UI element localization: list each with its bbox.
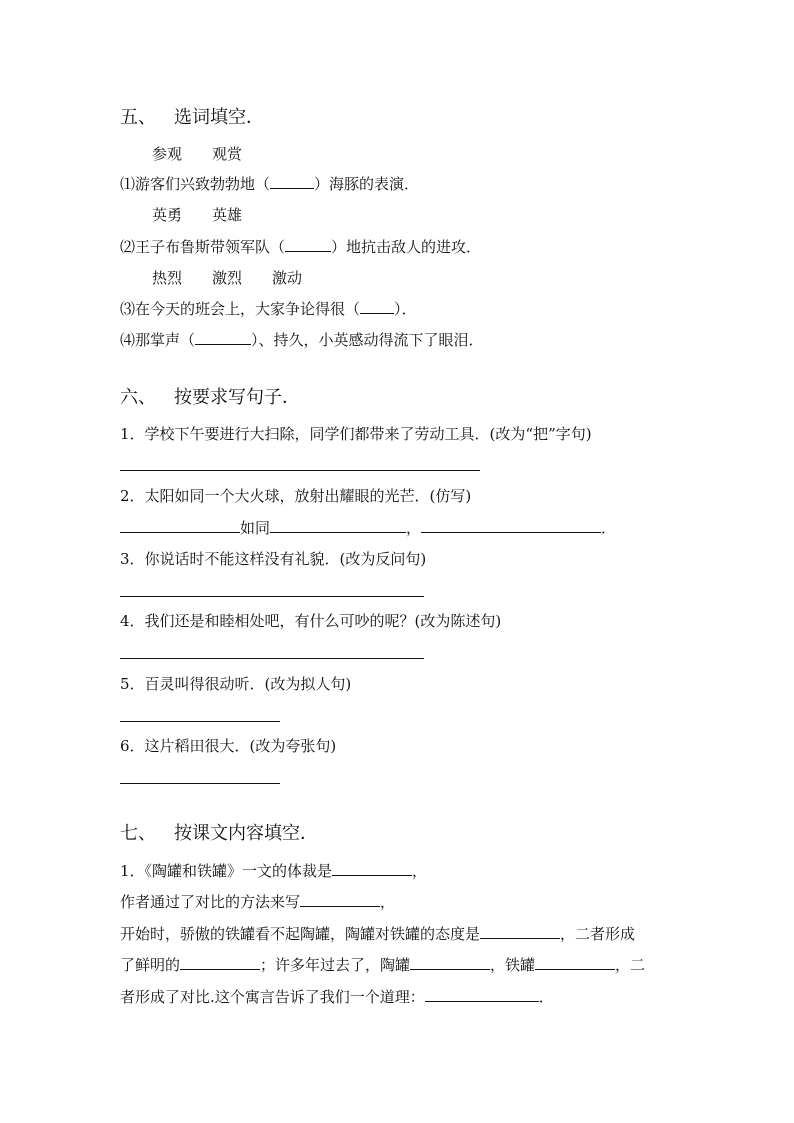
fill-text: ，二 (615, 956, 646, 974)
fill-text: 者形成了对比.这个寓言告诉了我们一个道理： (120, 988, 425, 1006)
fill-text: 作者通过了对比的方法来写 (120, 893, 301, 911)
fill-line-4 (120, 954, 645, 976)
word-option: 激动 (272, 269, 303, 287)
question-6-6: 6．这片稻田很大．(改为夸张句) (120, 737, 337, 755)
answer-blank[interactable] (270, 517, 406, 533)
imitation-text: ． (601, 519, 617, 537)
imitation-text: ， (406, 519, 422, 537)
fill-text: 1．《陶罐和铁罐》一文的体裁是 (120, 862, 333, 880)
answer-line[interactable] (120, 783, 280, 784)
fill-text: ， (380, 893, 396, 911)
word-group-2 (152, 204, 272, 226)
question-6-1: 1．学校下午要进行大扫除，同学们都带来了劳动工具．(改为“把”字句) (120, 425, 592, 443)
word-option: 激烈 (212, 269, 243, 287)
answer-blank[interactable] (421, 517, 601, 533)
section-7-title: 按课文内容填空． (174, 823, 318, 844)
word-group-1 (152, 143, 272, 165)
answer-blank[interactable] (332, 860, 412, 876)
question-text: ⑵王子布鲁斯带领军队（ (120, 238, 286, 256)
section-7-heading (120, 822, 318, 846)
word-option: 观赏 (212, 145, 243, 163)
question-6-3: 3．你说话时不能这样没有礼貌．(改为反问句) (120, 550, 427, 568)
question-text: ）． (394, 300, 417, 318)
question-5-2 (120, 236, 481, 258)
imitation-text: 如同 (240, 519, 271, 537)
answer-blank[interactable] (300, 891, 380, 907)
question-text: ）海豚的表演． (314, 175, 420, 193)
imitation-line (120, 517, 616, 539)
question-text: ⑶在今天的班会上，大家争论得很（ (120, 300, 361, 318)
word-group-3 (152, 267, 332, 289)
fill-text: ；许多年过去了，陶罐 (260, 956, 411, 974)
fill-line-2 (120, 891, 395, 913)
fill-text: ，铁罐 (490, 956, 536, 974)
answer-line[interactable] (120, 596, 424, 597)
question-text: ）、持久，小英感动得流下了眼泪． (251, 331, 484, 349)
question-6-4: 4．我们还是和睦相处吧，有什么可吵的呢？(改为陈述句) (120, 612, 502, 630)
question-5-1 (120, 173, 419, 195)
section-6-heading (120, 386, 300, 410)
fill-text: ． (538, 988, 554, 1006)
answer-blank[interactable] (285, 236, 331, 252)
question-text: ⑷那掌声（ (120, 331, 196, 349)
answer-line[interactable] (120, 470, 480, 471)
question-text: ⑴游客们兴致勃勃地（ (120, 175, 271, 193)
question-6-5: 5．百灵叫得很动听．(改为拟人句) (120, 675, 352, 693)
answer-blank[interactable] (480, 923, 560, 939)
section-6-title: 按要求写句子． (174, 387, 300, 408)
word-option: 英雄 (212, 206, 243, 224)
answer-blank[interactable] (180, 954, 260, 970)
answer-blank[interactable] (535, 954, 615, 970)
section-5-heading (120, 106, 264, 130)
answer-line[interactable] (120, 721, 280, 722)
word-option: 英勇 (152, 206, 183, 224)
question-5-3 (120, 298, 417, 320)
answer-blank[interactable] (270, 173, 314, 189)
answer-blank[interactable] (120, 517, 240, 533)
fill-text: 开始时，骄傲的铁罐看不起陶罐，陶罐对铁罐的态度是 (120, 925, 481, 943)
answer-blank[interactable] (360, 298, 394, 314)
answer-line[interactable] (120, 658, 424, 659)
section-6-number: 六、 (120, 387, 156, 408)
question-text: ）地抗击敌人的进攻． (331, 238, 482, 256)
fill-line-3 (120, 923, 635, 945)
section-7-number: 七、 (120, 823, 156, 844)
word-option: 参观 (152, 145, 183, 163)
answer-blank[interactable] (425, 986, 539, 1002)
word-option: 热烈 (152, 269, 183, 287)
fill-text: ，二者形成 (560, 925, 636, 943)
fill-text: 了鲜明的 (120, 956, 181, 974)
fill-line-1 (120, 860, 427, 882)
answer-blank[interactable] (195, 329, 251, 345)
fill-line-5 (120, 986, 554, 1008)
answer-blank[interactable] (410, 954, 490, 970)
section-5-title: 选词填空． (174, 107, 264, 128)
question-5-4 (120, 329, 484, 351)
fill-text: ， (412, 862, 428, 880)
question-6-2: 2．太阳如同一个大火球，放射出耀眼的光芒．(仿写) (120, 487, 472, 505)
section-5-number: 五、 (120, 107, 156, 128)
